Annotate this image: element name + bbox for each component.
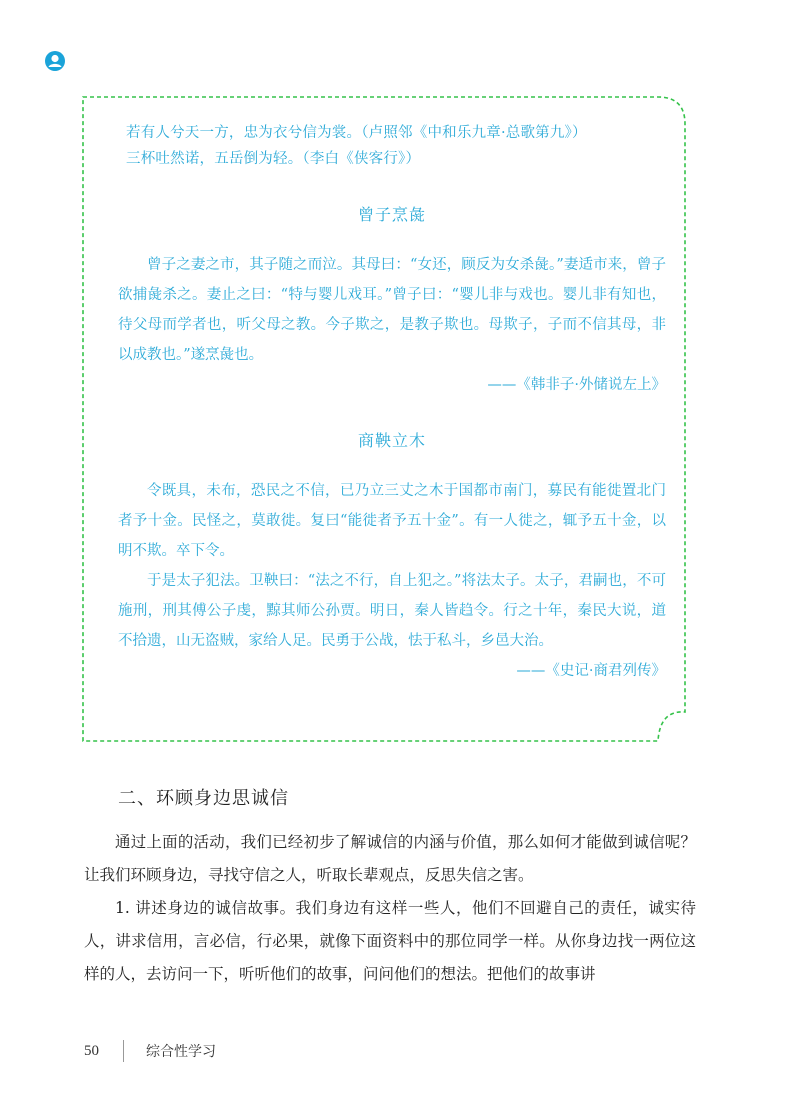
body-text — [84, 826, 696, 991]
page-footer — [84, 1040, 216, 1062]
section-heading: 二、环顾身边思诚信 — [118, 788, 289, 809]
verse-line: 三杯吐然诺，五岳倒为轻。（李白《侠客行》） — [126, 151, 421, 167]
verse-line: 若有人兮天一方，忠为衣兮信为裳。（卢照邻《中和乐九章·总歌第九》） — [126, 125, 587, 141]
story-title: 曾子烹彘 — [357, 205, 426, 224]
story-source: ——《史记·商君列传》 — [516, 663, 666, 679]
story-paragraph: 令既具，未布，恐民之不信，已乃立三丈之木于国都市南门，募民有能徙置北门者予十金。民怪之，莫敢徙。复曰“能徙者予五十金”。有一人徙之，辄予五十金，以明不欺。卒下令。 — [118, 483, 666, 559]
footer-section-name: 综合性学习 — [146, 1044, 216, 1060]
page-number: 50 — [84, 1042, 99, 1059]
user-icon — [44, 50, 66, 72]
story-paragraph: 曾子之妻之市，其子随之而泣。其母曰：“女还，顾反为女杀彘。”妻适市来，曾子欲捕彘杀之。妻止之曰：“特与婴儿戏耳。”曾子曰：“婴儿非与戏也。婴儿非有知也，待父母而学者也，听父母之教。今子欺之，是教子欺也。母欺子，子而不信其母，非以成教也。”遂烹彘也。 — [118, 257, 666, 363]
body-paragraph: 1. 讲述身边的诚信故事。我们身边有这样一些人，他们不回避自己的责任，诚实待人，讲求信用，言必信，行必果，就像下面资料中的那位同学一样。从你身边找一两位这样的人，去访问一下，听听他们的故事，问问他们的想法。把他们的故事讲 — [84, 899, 696, 983]
body-paragraph: 通过上面的活动，我们已经初步了解诚信的内涵与价值，那么如何才能做到诚信呢？让我们环顾身边，寻找守信之人，听取长辈观点，反思失信之害。 — [84, 833, 696, 884]
story-title: 商鞅立木 — [357, 431, 426, 450]
quote-box-content — [118, 120, 666, 684]
story-paragraph: 于是太子犯法。卫鞅曰：“法之不行，自上犯之。”将法太子。太子，君嗣也，不可施刑，刑其傅公子虔，黥其师公孙贾。明日，秦人皆趋令。行之十年，秦民大说，道不拾遗，山无盗贼，家给人足。民勇于公战，怯于私斗，乡邑大治。 — [118, 573, 666, 649]
quote-box — [82, 96, 686, 742]
footer-divider — [123, 1040, 124, 1062]
story-source: ——《韩非子·外储说左上》 — [487, 377, 666, 393]
